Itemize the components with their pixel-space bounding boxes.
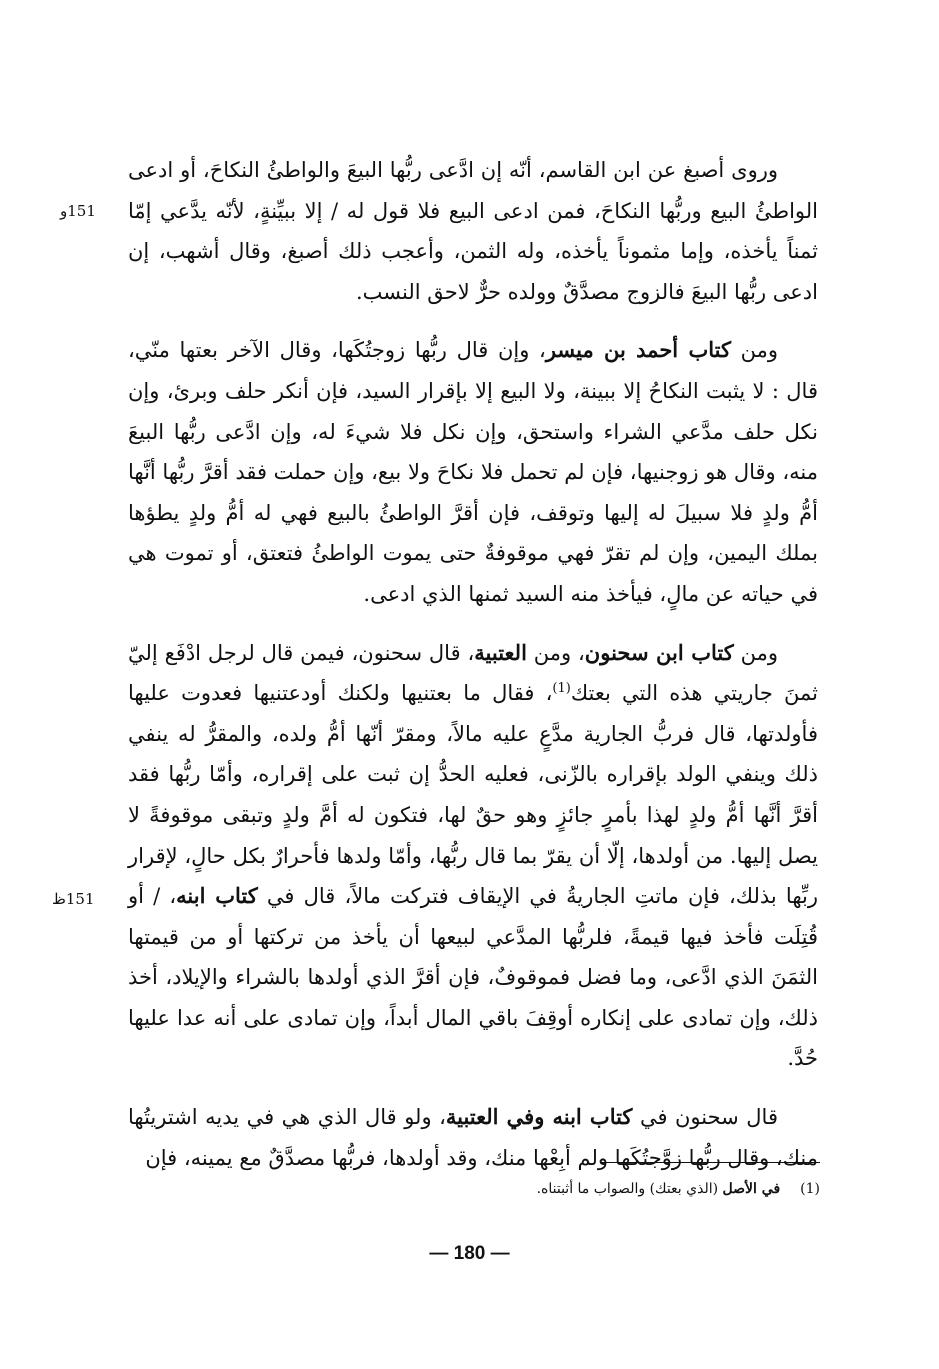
paragraph-text: ومن [733, 640, 778, 665]
main-text [128, 150, 818, 1178]
paragraph-3 [128, 633, 818, 1080]
footnote-number: (1) [800, 1181, 820, 1197]
paragraph-text: ، قال سحنون، فيمن قال لرجل ادْفَع إليّ ثمنَ جاريتي هذه التي بعتك [128, 640, 818, 706]
footnote-reference[interactable]: (1) [552, 681, 571, 697]
paragraph-text: ومن [730, 338, 778, 363]
page-number: — 180 — [429, 1243, 510, 1264]
book-title: كتاب أحمد بن ميسر [545, 337, 731, 363]
margin-folio-note: 151و [60, 202, 96, 220]
margin-folio-note: 151ظ [52, 890, 95, 908]
footnote-text: (الذي بعتك) والصواب ما أثبتناه. [536, 1181, 723, 1197]
paragraph-text: وروى أصبغ عن ابن القاسم، أنّه إن ادَّعى ربُّها البيعَ والواطئُ النكاحَ، أو ادعى الواطئُ البيع وربُّها النكاحَ، فمن ادعى البيع فلا قول له / إلا ببيِّنةٍ، لأنّه يدَّعي إمّا ثمناً يأخذه، وإما مثموناً يأخذه، وله الثمن، وأعجب ذلك أصبغ، وقال أشهب، إن ادعى ربُّها البيعَ فالزوج مصدَّقٌ وولده حرٌّ لاحق النسب. [128, 158, 818, 304]
paragraph-2 [128, 330, 818, 614]
paragraph-text: ، وإن قال ربُّها زوجتُكَها، وقال الآخر بعتها منّي، قال : لا يثبت النكاحُ إلا ببينة، ولا البيع إلا بإقرار السيد، فإن أنكر حلف وبرئ، وإن نكل حلف مدَّعي الشراء واستحق، وإن نكل فلا شيءَ له، وإن ادَّعى ربُّها البيعَ منه، وقال هو زوجنيها، فإن لم تحمل فلا نكاحَ ولا بيع، وإن حملت فقد أقرَّ ربُّها أنَّها أمُّ ولدٍ فلا سبيلَ له إليها وتوقف، فإن أقرَّ الواطئُ بالبيع فهي له أمُّ ولدٍ يطؤها بملك اليمين، وإن لم تقرّ فهي موقوفةٌ حتى يموت الواطئُ فتعتق، أو تموت هي في حياته عن مالٍ، فيأخذ منه السيد ثمنها الذي ادعى. [128, 338, 818, 606]
footnote [300, 1178, 820, 1200]
paragraph-text: ، / أو قُتِلَت فأخذ فيها قيمةً، فلربُّها المدَّعي لبيعها أن يأخذ من تركتها أو من قيمتها الثمَنَ الذي ادَّعى، وما فضل فموقوفٌ، فإن أقرَّ الذي أولدها بالشراء والإيلاد، أخذ ذلك، وإن تمادى على إنكاره أوقِفَ باقي المال أبداً، وإن تمادى على أنه عدا عليها حُدَّ. [128, 884, 818, 1071]
paragraph-text: قال سحنون في [632, 1105, 778, 1130]
paragraph-1 [128, 150, 818, 312]
book-title: العتبية [474, 639, 527, 665]
paragraph-text: ، ومن [526, 640, 585, 665]
book-title: كتاب ابنه وفي العتبية [445, 1104, 633, 1130]
book-title: كتاب ابنه [176, 883, 258, 909]
book-title: كتاب ابن سحنون [584, 639, 734, 665]
footnote-source: في الأصل [722, 1181, 781, 1197]
paragraph-text: ، فقال ما بعتنيها ولكنك أودعتنيها فعدوت عليها فأولدتها، قال فربُّ الجارية مدَّعٍ عليه مالاً، ومقرّ أنّها أمُّ ولده، والمقرُّ له ينفي ذلك وينفي الولد بإقراره بالزّنى، فعليه الحدُّ إن ثبت على إقراره، وأمّا ربُّها فقد أقرَّ أنَّها أمُّ ولدٍ لهذا بأمرٍ جائزٍ وهو حقٌ لها، فتكون له أمَّ ولدٍ وتبقى موقوفةً لا يصل إليها. من أولدها، إلّا أن يقرّ بما قال ربُّها، وأمّا ولدها فأحرارٌ بكل حالٍ، لإقرار ربِّها بذلك، فإن ماتتِ الجاريةُ في الإيقاف فتركت مالاً، قال في [128, 681, 818, 909]
paragraph-4 [128, 1097, 818, 1178]
paragraph-text: ، ولو قال الذي هي في يديه اشتريتُها منك، وقال ربُّها زوَّجتُكَها ولم أبِعْها منك، وقد أولدها، فربُّها مصدَّقٌ مع يمينه، فإن [128, 1105, 818, 1170]
footnote-divider [600, 1162, 820, 1163]
